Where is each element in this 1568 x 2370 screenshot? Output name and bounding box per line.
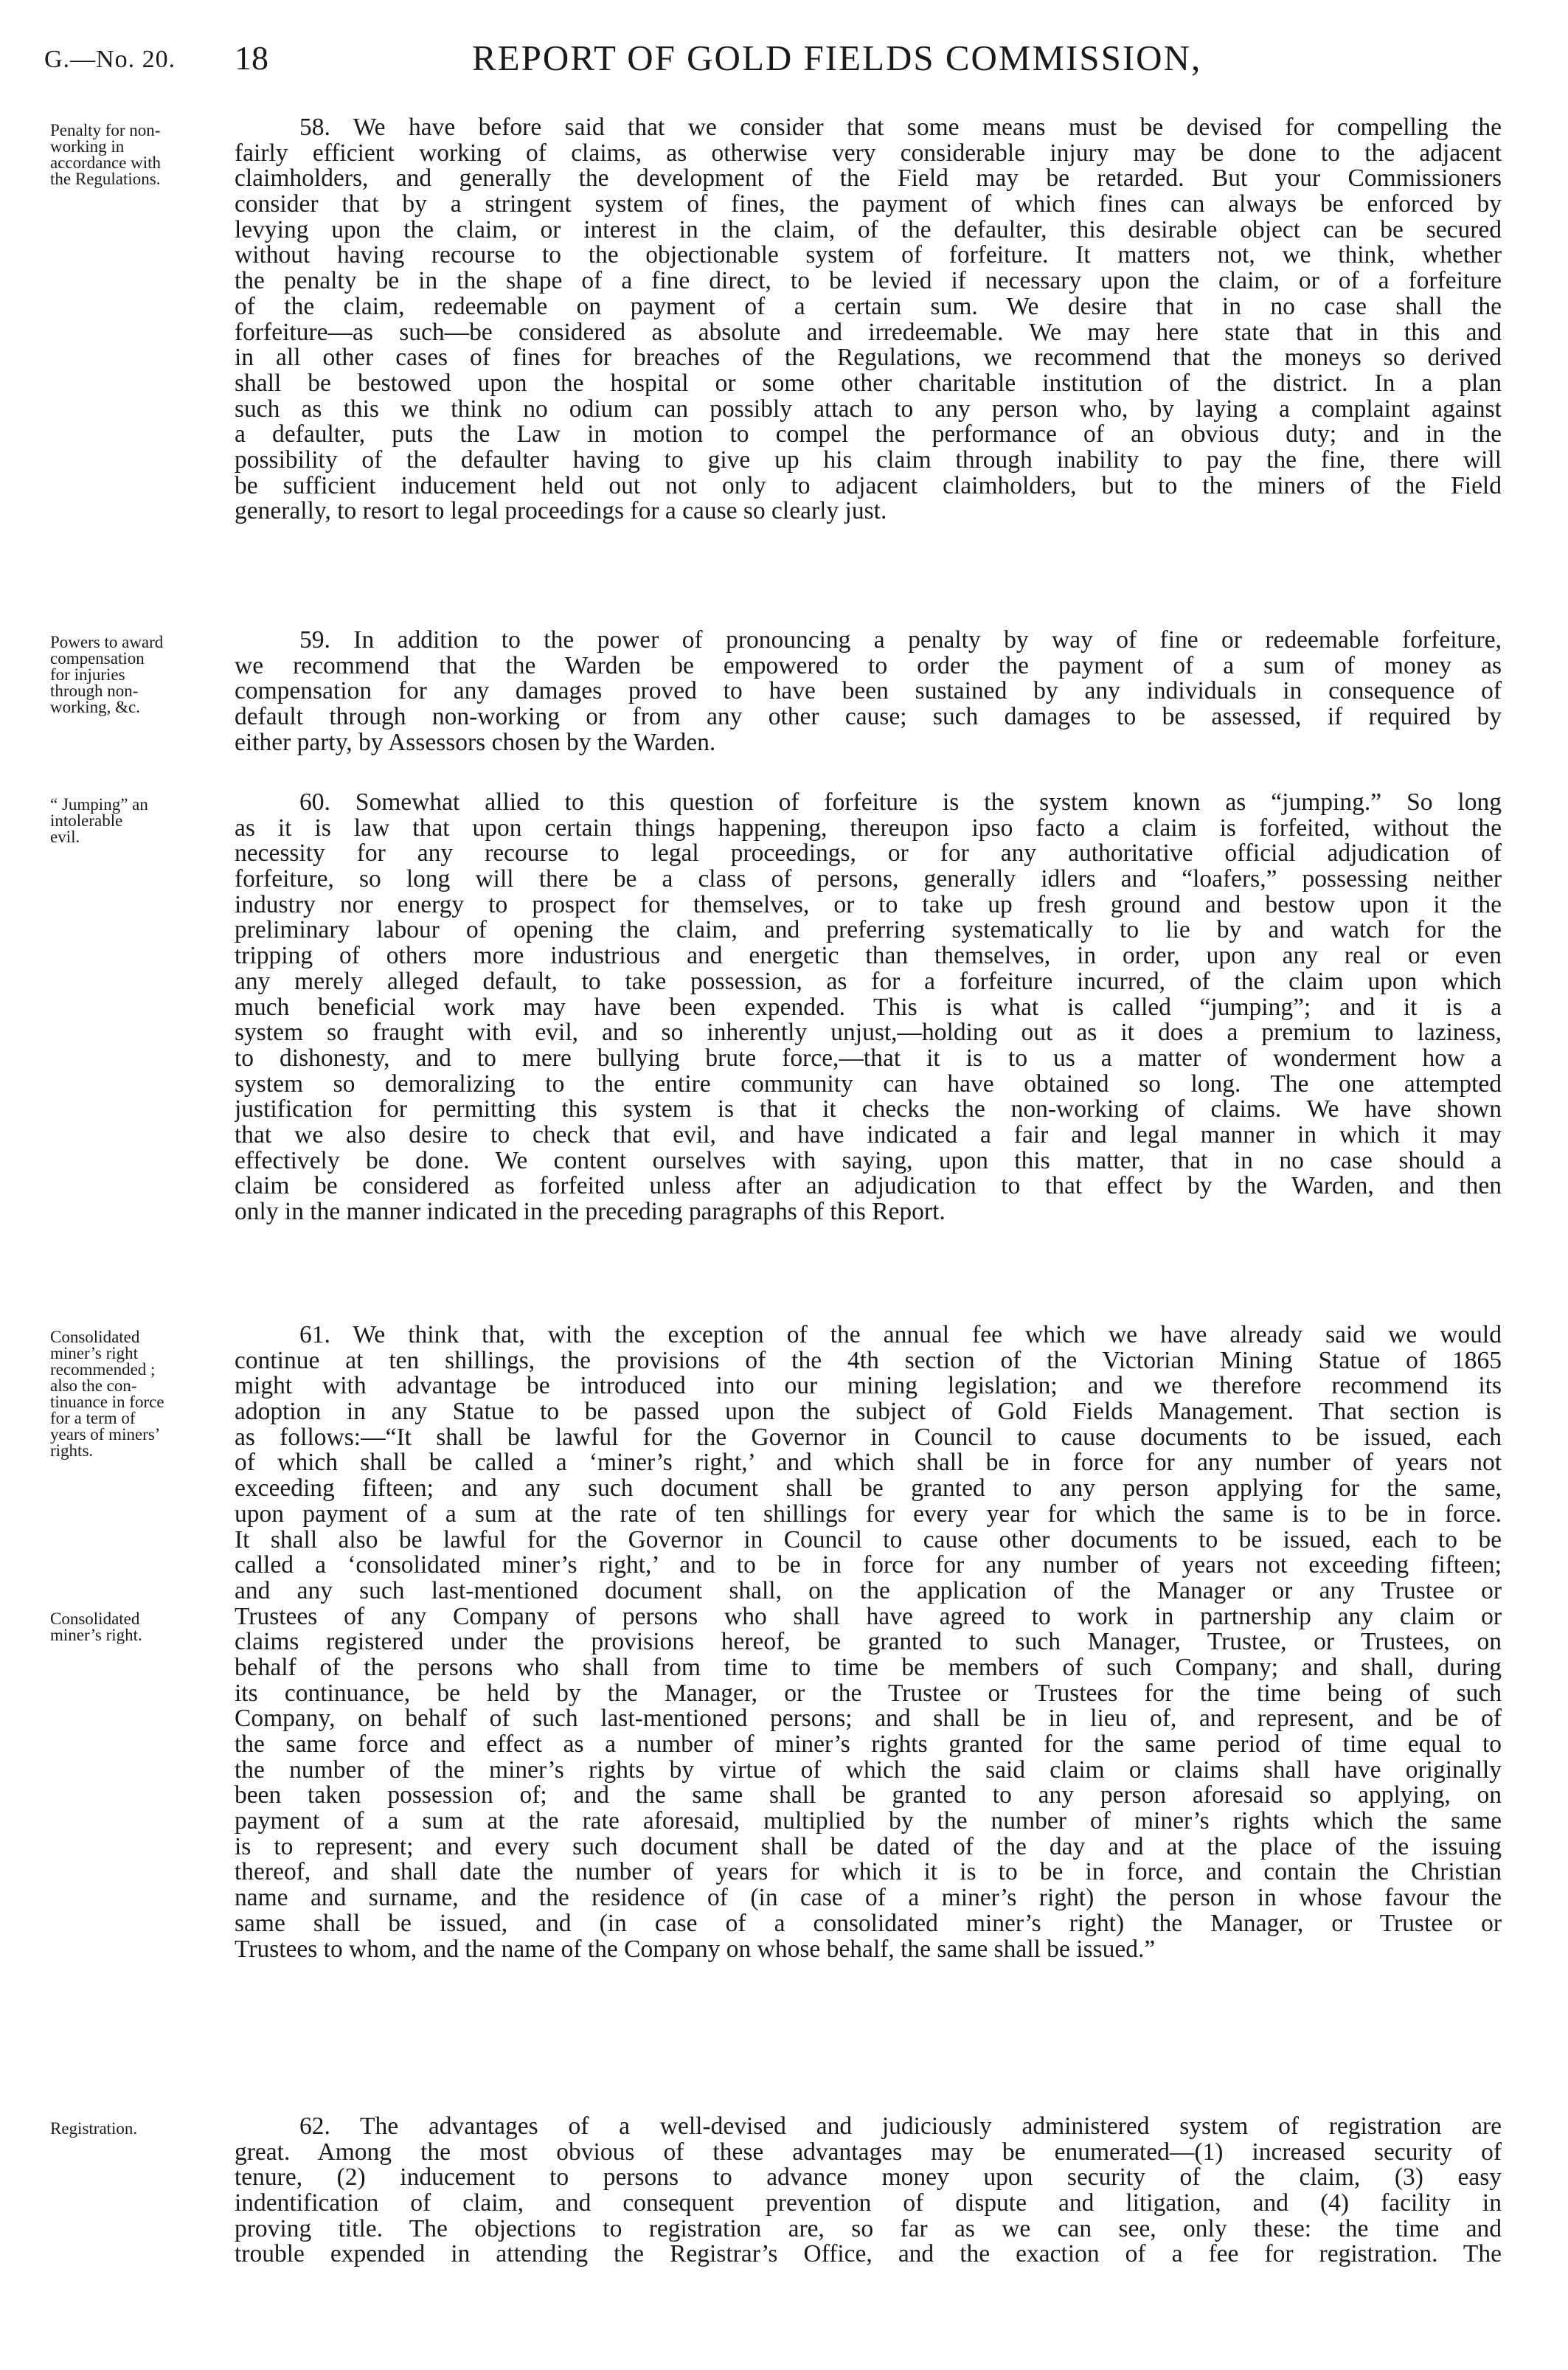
paragraph-61: 61. We think that, with the exception of the annual fee which we have already said we would continue at ten shillings, the provisions of the 4th section of the Victorian Mining Statue of 1865 might with advantage be introduced into our mining legislation; and we therefore recommend its adoption in any Statue to be passed upon the subject of Gold Fields Management. That section is as follows:—“It shall be lawful for the Governor in Council to cause documents to be issued, each of which shall be called a ‘miner’s right,’ and which shall be in force for any number of years not exceeding fifteen; and any such document shall be granted to any person applying for the same, upon payment of a sum at the rate of ten shillings for every year for which the same is to be in force. It shall also be lawful for the Governor in Council to cause other documents to be issued, each to be called a ‘consolidated miner’s right,’ and to be in force for any number of years not exceeding fifteen; and any such last-mentioned document shall, on the application of the Manager or any Trustee or Trustees of any Company of persons who shall have agreed to work in partnership any claim or claims registered under the provisions hereof, be granted to such Manager, Trustee, or Trustees, on behalf of the persons who shall from time to time be members of such Company; and shall, during its continuance, be held by the Manager, or the Trustee or Trustees for the time being of such Company, on behalf of such last-mentioned persons; and shall be in lieu of, and represent, and be of the same force and effect as a number of miner’s rights granted for the same period of time equal to the number of the miner’s rights by virtue of which the said claim or claims shall have originally been taken possession of; and the same shall be granted to any person aforesaid so applying, on payment of a sum at the rate aforesaid, multiplied by the number of miner’s rights which the same is to represent; and every such document shall be dated of the day and at the place of the issuing thereof, and shall date the number of years for which it is to be in force, and contain the Christian name and surname, and the residence of (in case of a miner’s right) the person in whose favour the same shall be issued, and (in case of a consolidated miner’s right) the Manager, or Trustee or Trustees to whom, and the name of the Company on whose behalf, the same shall be issued.” bbox=[235, 1323, 1502, 1963]
margin-note-registration: Registration. bbox=[50, 2119, 138, 2138]
paragraph-59: 59. In addition to the power of pronouncing a penalty by way of fine or redeemable forfeiture, we recommend that the Warden be empowered to order the payment of a sum of money as compensation for any damages proved to have been sustained by any individuals in consequence of default through non-working or from any other cause; such damages to be assessed, if required by either party, by Assessors chosen by the Warden. bbox=[235, 628, 1502, 756]
document-reference: G.—No. 20. bbox=[44, 46, 176, 73]
paragraph-58: 58. We have before said that we consider that some means must be devised for compelling the fairly efficient working of claims, as otherwise very considerable injury may be done to the adjacent claimholders, and generally the development of the Field may be retarded. But your Commissioners consider that by a stringent system of fines, the payment of which fines can always be enforced by levying upon the claim, or interest in the claim, of the defaulter, this desirable object can be secured without having recourse to the objectionable system of forfeiture. It matters not, we think, whether the penalty be in the shape of a fine direct, to be levied if necessary upon the claim, or of a forfeiture of the claim, redeemable on payment of a certain sum. We desire that in no case shall the forfeiture—as such—be considered as absolute and irredeemable. We may here state that in this and in all other cases of fines for breaches of the Regulations, we recommend that the moneys so derived shall be bestowed upon the hospital or some other charitable institution of the district. In a plan such as this we think no odium can possibly attach to any person who, by laying a complaint against a defaulter, puts the Law in motion to compel the performance of an obvious duty; and in the possibility of the defaulter having to give up his claim through inability to pay the fine, there will be sufficient inducement held out not only to adjacent claimholders, but to the miners of the Field generally, to resort to legal proceedings for a cause so clearly just. bbox=[235, 115, 1502, 524]
margin-note-penalty: Penalty for non- working in accordance with the Regulations. bbox=[50, 121, 162, 188]
paragraph-62: 62. The advantages of a well-devised and judiciously administered system of registration are great. Among the most obvious of these advantages may be enumerated—(1) increased security of tenure, (2) inducement to persons to advance money upon security of the claim, (3) easy indentification of claim, and consequent prevention of dispute and litigation, and (4) facility in proving title. The objections to registration are, so far as we can see, only these: the time and trouble expended in attending the Registrar’s Office, and the exaction of a fee for registration. The bbox=[235, 2114, 1502, 2268]
paragraph-60: 60. Somewhat allied to this question of forfeiture is the system known as “jumping.” So long as it is law that upon certain things happening, thereupon ipso facto a claim is forfeited, without the necessity for any recourse to legal proceedings, or for any authoritative official adjudication of forfeiture, so long will there be a class of persons, generally idlers and “loafers,” possessing neither industry nor energy to prospect for themselves, or to take up fresh ground and bestow upon it the preliminary labour of opening the claim, and preferring systematically to lie by and watch for the tripping of others more industrious and energetic than themselves, in order, upon any real or even any merely alleged default, to take possession, as for a forfeiture incurred, of the claim upon which much beneficial work may have been expended. This is what is called “jumping”; and it is a system so fraught with evil, and so inherently unjust,—holding out as it does a premium to laziness, to dishonesty, and to mere bullying brute force,—that it is to us a matter of wonderment how a system so demoralizing to the entire community can have obtained so long. The one attempted justification for permitting this system is that it checks the non-working of claims. We have shown that we also desire to check that evil, and have indicated a fair and legal manner in which it may effectively be done. We content ourselves with saying, upon this matter, that in no case should a claim be considered as forfeited unless after an adjudication to that effect by the Warden, and then only in the manner indicated in the preceding paragraphs of this Report. bbox=[235, 790, 1502, 1225]
page-header bbox=[0, 32, 1568, 91]
margin-note-jumping: “ Jumping” an intolerable evil. bbox=[50, 795, 148, 846]
margin-note-consolidated-recommended: Consolidated miner’s right recommended ; also the con- tinuance in force for a term of years of miners’ rights. bbox=[50, 1328, 164, 1460]
margin-note-consolidated-right: Consolidated miner’s right. bbox=[50, 1610, 142, 1644]
page-number: 18 bbox=[235, 39, 268, 77]
page-title: REPORT OF GOLD FIELDS COMMISSION, bbox=[472, 38, 1202, 78]
margin-note-compensation: Powers to award compensation for injuries through non- working, &c. bbox=[50, 633, 164, 716]
